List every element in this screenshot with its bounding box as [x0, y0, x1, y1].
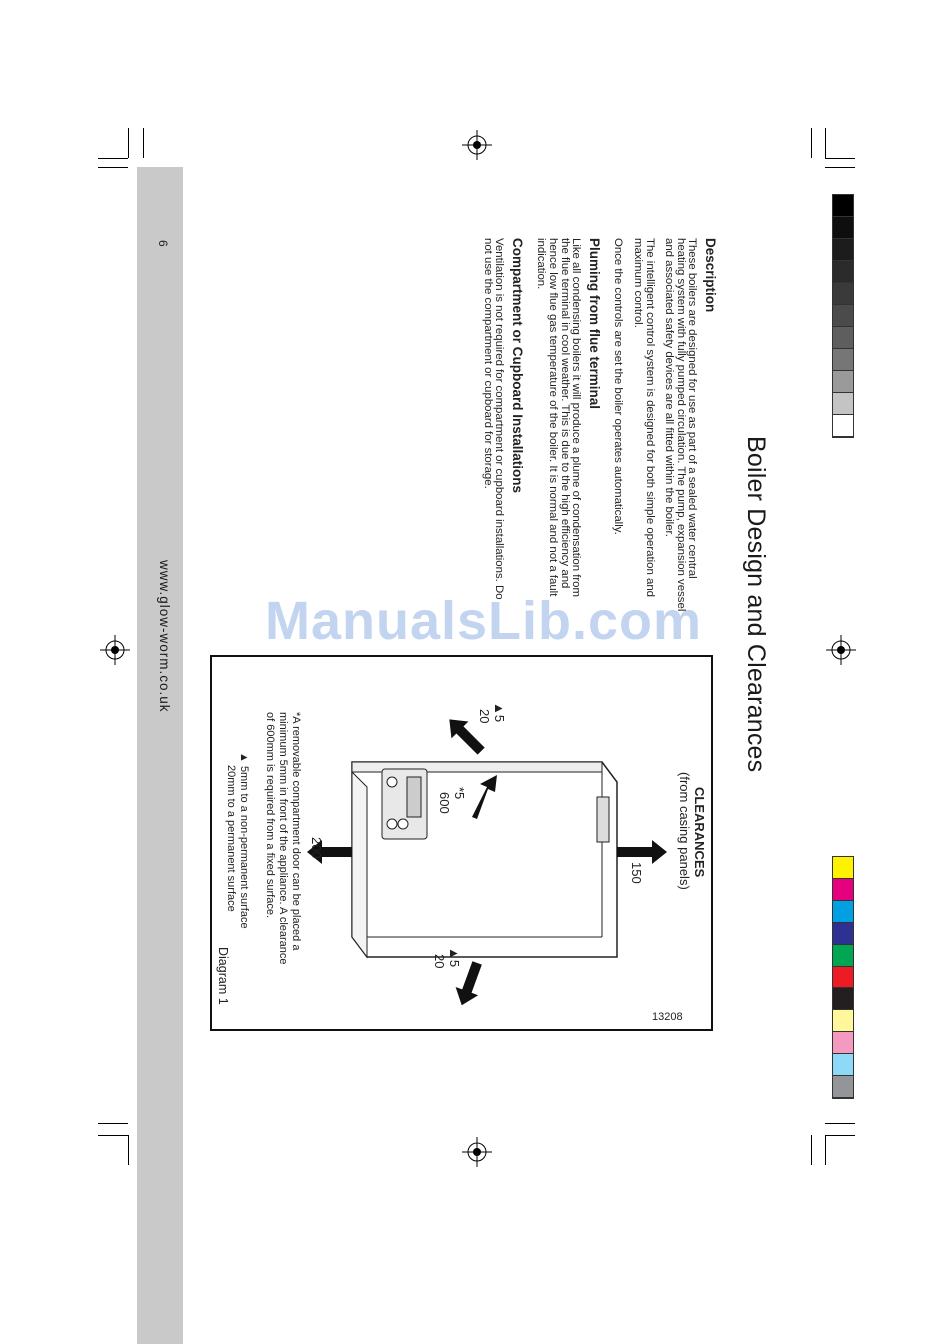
grayscale-calibration-bar: [832, 194, 854, 438]
gray-swatch: [833, 393, 853, 415]
footer-website[interactable]: www.glow-worm.co.uk: [157, 560, 172, 713]
heading-pluming: Pluming from flue terminal: [586, 238, 602, 410]
clearances-heading: CLEARANCES: [692, 787, 707, 878]
crop-mark: [128, 1135, 129, 1165]
clearances-diagram: [210, 655, 713, 1031]
color-swatch: [833, 879, 853, 901]
crop-mark: [128, 128, 129, 158]
crop-mark: [98, 167, 128, 168]
note-non-permanent: ▲ 5mm to a non-permanent surface: [238, 752, 250, 929]
diagram-code: 13208: [652, 1011, 683, 1023]
clearance-side-left: ▲5: [492, 702, 507, 723]
paragraph: These boilers are designed for use as part of a sealed water central heating system with fully pumped circulation. The pump, expansion vessel and associated safety devices are all fitted within the boiler.: [663, 238, 699, 612]
color-swatch: [833, 1010, 853, 1032]
color-swatch: [833, 945, 853, 967]
color-swatch: [833, 901, 853, 923]
gray-swatch: [833, 195, 853, 217]
gray-swatch: [833, 283, 853, 305]
color-swatch: [833, 1076, 853, 1098]
gray-swatch: [833, 217, 853, 239]
color-swatch: [833, 923, 853, 945]
gray-swatch: [833, 261, 853, 283]
clearance-bottom: 200: [309, 837, 324, 859]
crop-mark: [98, 1123, 128, 1124]
crop-mark: [825, 158, 855, 159]
color-calibration-bar: [832, 856, 854, 1099]
color-swatch: [833, 1054, 853, 1076]
color-swatch: [833, 857, 853, 879]
crop-mark: [825, 167, 855, 168]
note-compartment-door: *A removable compartment door can be placed a minimum 5mm in front of the appliance. A clearance of 600mm is required from a fixed surface.: [264, 712, 302, 965]
clearance-side-right: ▲5: [447, 947, 462, 968]
clearance-side-left-b: 20: [477, 709, 492, 724]
registration-mark-icon: [826, 635, 856, 665]
crop-mark: [98, 1135, 128, 1136]
gray-swatch: [833, 371, 853, 393]
paragraph: Ventilation is not required for compartment or cupboard installations. Do not use the compartment or cupboard for storage.: [481, 238, 506, 600]
diagram-label: Diagram 1: [216, 947, 230, 1005]
crop-mark: [98, 158, 128, 159]
registration-mark-icon: [100, 635, 130, 665]
paragraph: Like all condensing boilers it will produce a plume of condensation from the flue terminal in cool weather. This is due to the high efficiency and hence low flue gas temperature of the boiler. It is normal and not a fault indication.: [535, 238, 583, 598]
margin-strip: [137, 167, 183, 1344]
crop-mark: [825, 1135, 826, 1165]
page-title: Boiler Design and Clearances: [742, 436, 770, 773]
gray-swatch: [833, 415, 853, 437]
note-permanent: 20mm to a permanent surface: [225, 765, 237, 912]
gray-swatch: [833, 305, 853, 327]
page-number: 6: [156, 240, 170, 247]
body-text: [473, 238, 716, 623]
color-swatch: [833, 988, 853, 1010]
gray-swatch: [833, 327, 853, 349]
clearances-subheading: (from casing panels): [677, 772, 692, 890]
clearance-top: 150: [629, 862, 644, 884]
gray-swatch: [833, 349, 853, 371]
gray-swatch: [833, 239, 853, 261]
crop-mark: [825, 128, 826, 158]
registration-mark-icon: [462, 130, 492, 160]
color-swatch: [833, 1032, 853, 1054]
paragraph: Once the controls are set the boiler operates automatically.: [612, 238, 625, 535]
heading-description: Description: [703, 238, 718, 313]
paragraph: The intelligent control system is designed for both simple operation and maximum control.: [632, 238, 656, 598]
crop-mark: [825, 1135, 855, 1136]
crop-mark: [811, 1135, 812, 1165]
watermark: ManualsLib.com: [265, 591, 703, 651]
clearance-side-right-b: 20: [432, 954, 447, 969]
crop-mark: [825, 1123, 855, 1124]
crop-mark: [143, 128, 144, 158]
registration-mark-icon: [462, 1137, 492, 1167]
color-swatch: [833, 967, 853, 989]
clearance-front-fixed: 600: [437, 792, 452, 814]
heading-compartment: Compartment or Cupboard Installations: [509, 238, 525, 494]
clearance-front: *5: [452, 787, 467, 800]
crop-mark: [811, 128, 812, 158]
